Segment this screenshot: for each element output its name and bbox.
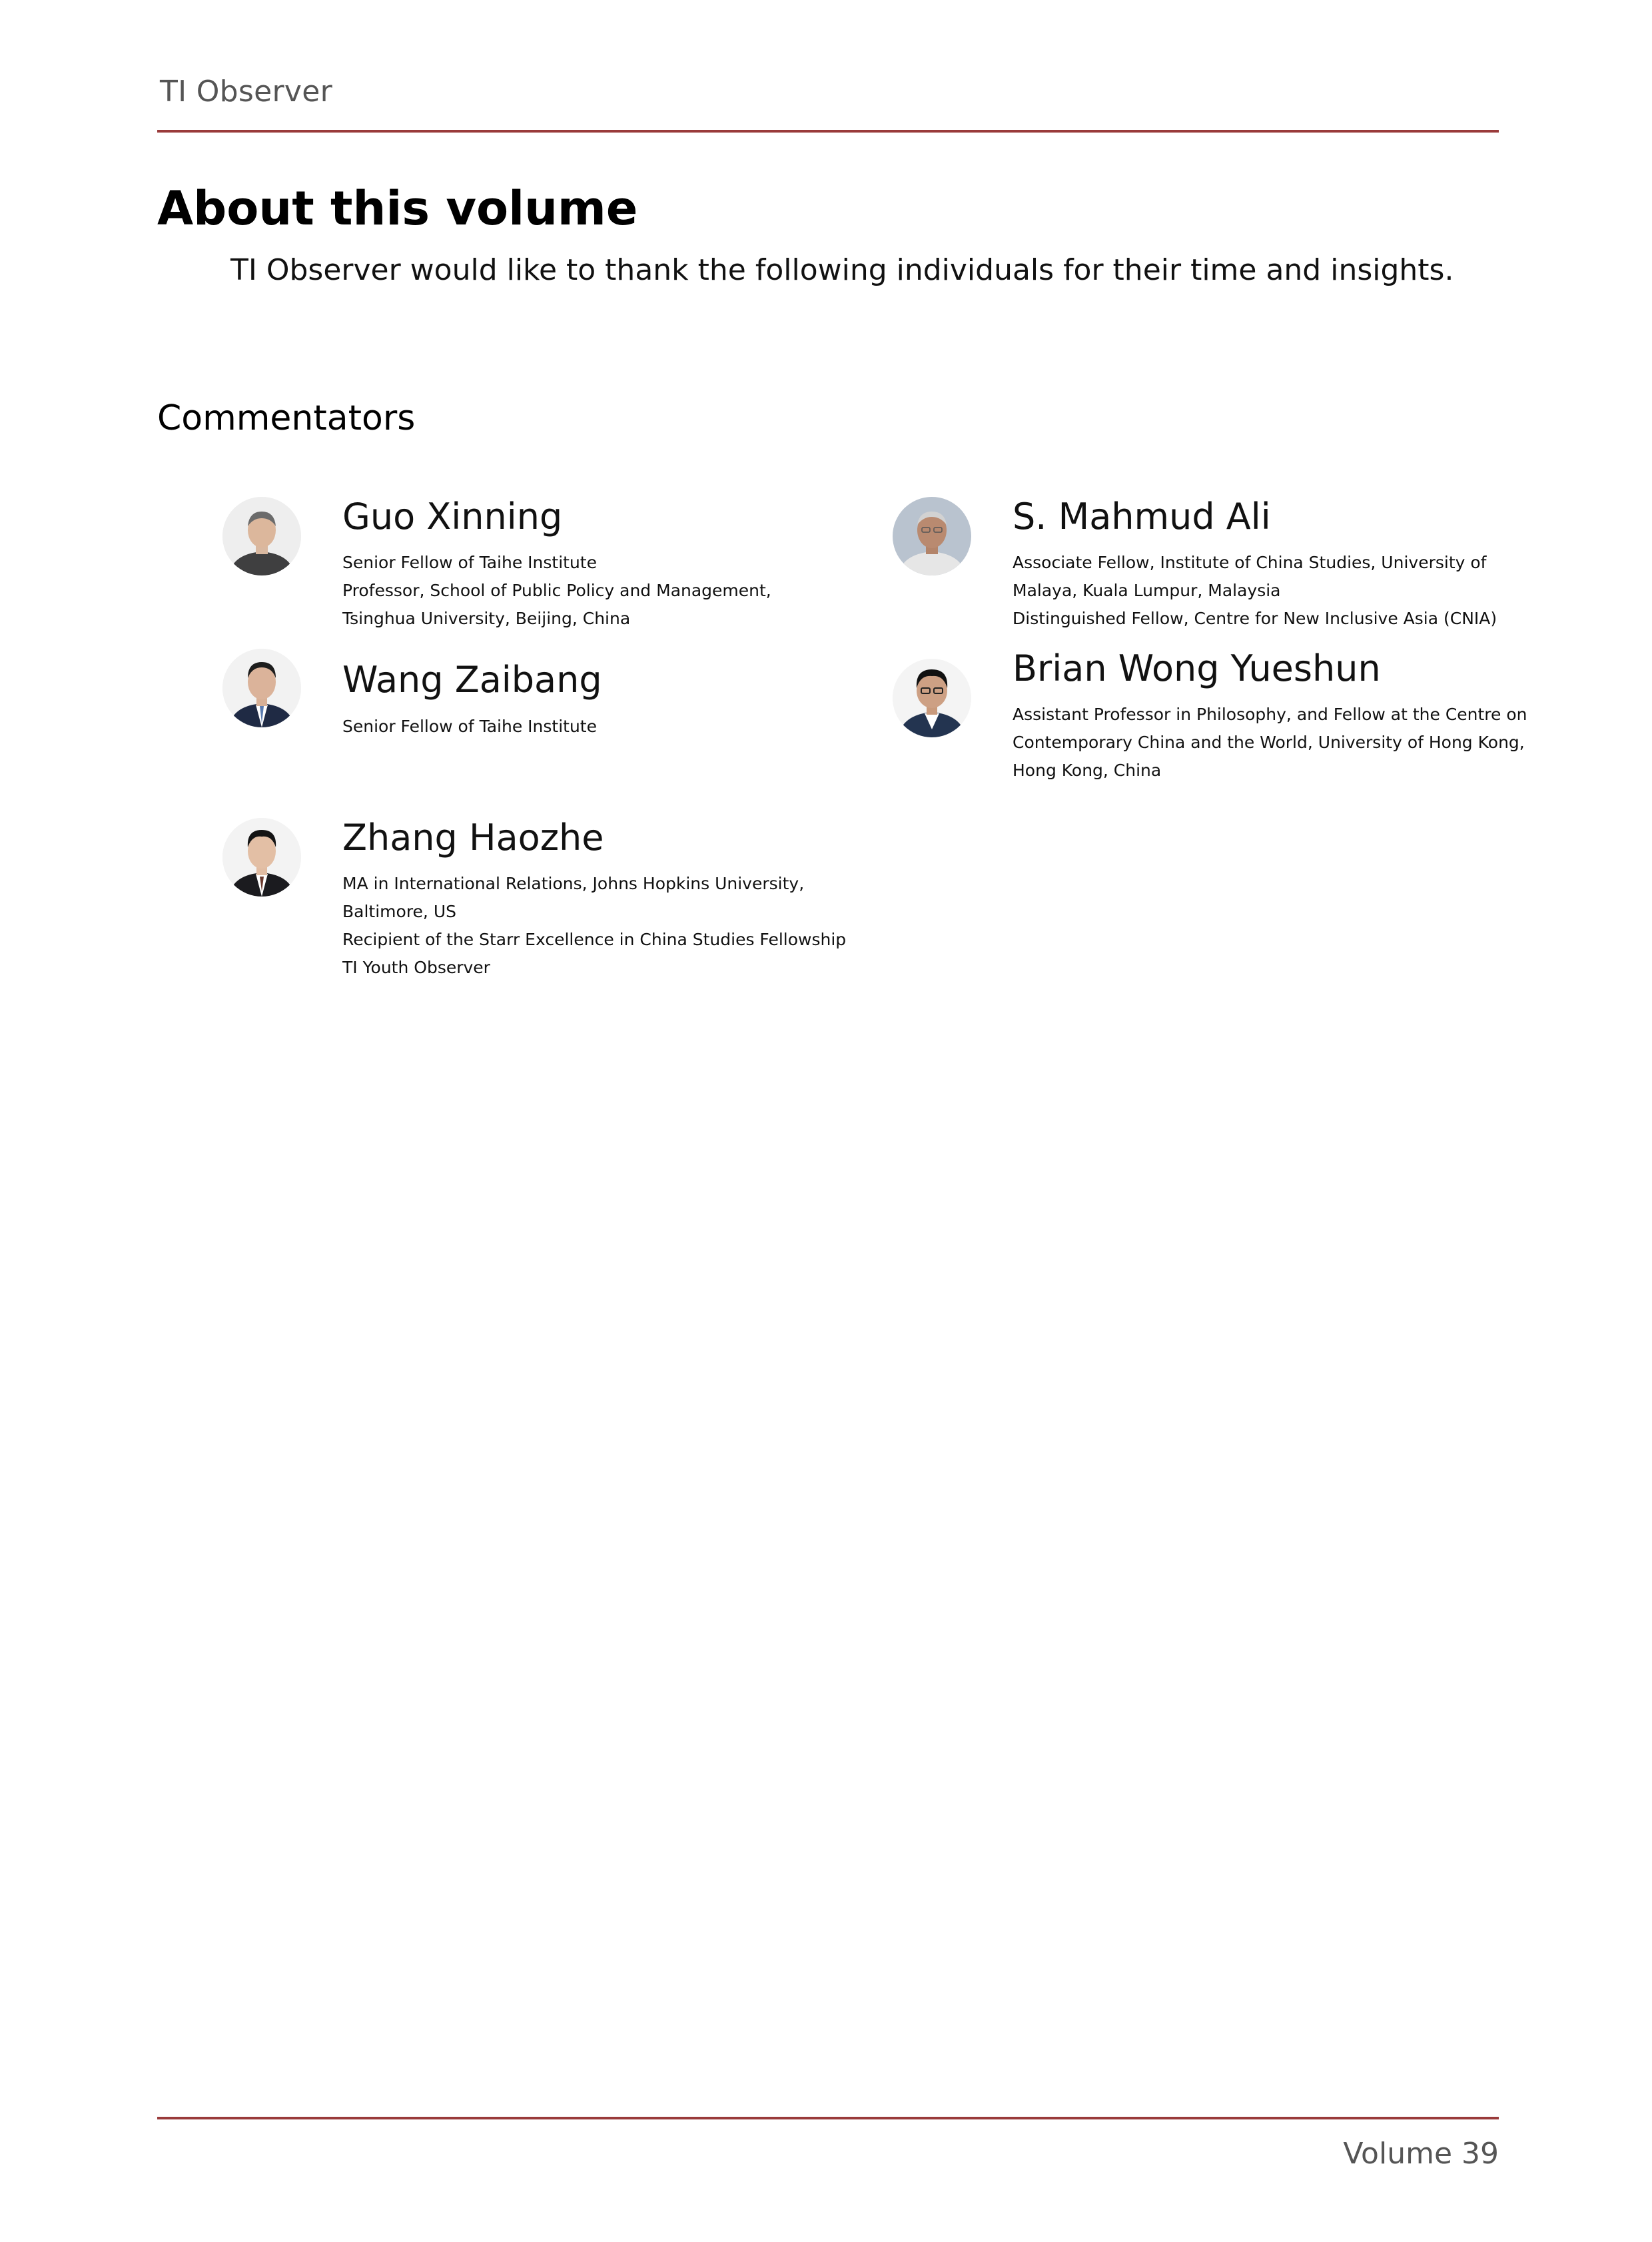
running-header-title: TI Observer: [160, 75, 332, 109]
commentator-name: Wang Zaibang: [342, 659, 602, 701]
commentator-name: Brian Wong Yueshun: [1013, 647, 1381, 689]
affiliation-line: Hong Kong, China: [1013, 761, 1162, 780]
page-title: About this volume: [157, 181, 638, 236]
intro-text: TI Observer would like to thank the following individuals for their time and insights.: [230, 253, 1454, 287]
portrait-photo: [222, 649, 301, 727]
commentator-affiliations: [342, 549, 849, 633]
affiliation-line: Recipient of the Starr Excellence in China Studies Fellowship: [342, 930, 847, 949]
affiliation-line: Senior Fellow of Taihe Institute: [342, 717, 597, 736]
affiliation-line: Baltimore, US: [342, 902, 456, 921]
portrait-photo: [893, 497, 971, 575]
portrait-photo: [222, 497, 301, 575]
footer-rule: [157, 2117, 1499, 2119]
commentator-affiliations: [1013, 701, 1527, 785]
commentator-name: S. Mahmud Ali: [1013, 496, 1271, 538]
commentator-name: Guo Xinning: [342, 496, 563, 538]
commentator-affiliations: [342, 713, 849, 741]
affiliation-line: MA in International Relations, Johns Hopkins University,: [342, 874, 805, 893]
affiliation-line: Tsinghua University, Beijing, China: [342, 609, 631, 628]
commentator-affiliations: [342, 870, 849, 982]
affiliation-line: TI Youth Observer: [342, 958, 490, 977]
portrait-photo: [893, 659, 971, 737]
affiliation-line: Distinguished Fellow, Centre for New Inclusive Asia (CNIA): [1013, 609, 1497, 628]
commentator-name: Zhang Haozhe: [342, 817, 604, 859]
affiliation-line: Contemporary China and the World, University of Hong Kong,: [1013, 733, 1525, 752]
affiliation-line: Assistant Professor in Philosophy, and Fellow at the Centre on: [1013, 705, 1527, 724]
commentator-affiliations: [1013, 549, 1519, 633]
portrait-photo: [222, 818, 301, 897]
affiliation-line: Malaya, Kuala Lumpur, Malaysia: [1013, 581, 1281, 600]
affiliation-line: Professor, School of Public Policy and Management,: [342, 581, 771, 600]
affiliation-line: Associate Fellow, Institute of China Studies, University of: [1013, 553, 1487, 572]
affiliation-line: Senior Fellow of Taihe Institute: [342, 553, 597, 572]
header-rule: [157, 130, 1499, 133]
volume-number: Volume 39: [1343, 2137, 1499, 2171]
section-title-commentators: Commentators: [157, 398, 416, 438]
